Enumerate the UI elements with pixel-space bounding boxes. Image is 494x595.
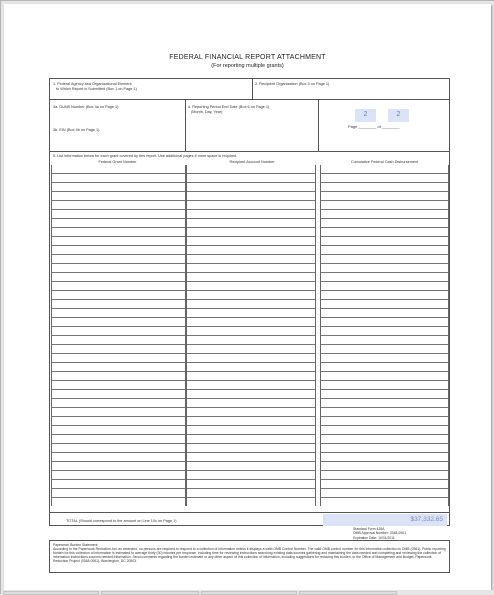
total-label: TOTAL (Should correspond to the amount on Line 10c on Page 1) [66, 519, 177, 523]
form-page [4, 4, 491, 590]
page-total-field[interactable]: 2 [388, 109, 409, 122]
sheet-tab[interactable] [101, 591, 199, 595]
divider [252, 79, 253, 99]
form-body [49, 78, 450, 526]
divider [50, 151, 449, 152]
field-4-label: 4. Reporting Period End Date (Box 6 on Page 1) (Month, Day, Year) [188, 105, 270, 114]
column-header-account-number: Recipient Account Number [229, 160, 275, 164]
burden-title: Paperwork Burden Statement [53, 543, 98, 547]
divider [50, 512, 449, 513]
divider [318, 99, 319, 151]
account-number-column[interactable] [186, 165, 316, 506]
divider [50, 99, 449, 100]
field-3a-label: 3a. DUNS Number (Box 4a on Page 1) [53, 105, 119, 109]
total-field[interactable]: $37,332.65 [323, 514, 447, 526]
cash-disbursement-column[interactable] [320, 165, 449, 506]
divider [185, 99, 186, 151]
sheet-tab[interactable] [299, 591, 397, 595]
field-3b-label: 3b. EIN (Box 4b on Page 1) [53, 128, 100, 132]
field-5-label: 5. List information below for each grant covered by this report. Use additional pages if more space is required. [53, 154, 238, 158]
form-title: FEDERAL FINANCIAL REPORT ATTACHMENT [169, 54, 326, 61]
column-header-grant-number: Federal Grant Number [98, 160, 137, 164]
field-2-label: 2. Recipient Organization (Box 3 on Page 1) [255, 82, 330, 86]
burden-text: According to the Paperwork Reduction Act, as amended, no persons are required to respond to a collection of information unless it displays a valid OMB Control Number. The valid OMB control number for this information collection is OMB (0361). Public reporting burden for this collection of information is estimated to average thirty (30) minutes per response, including time for reviewing instructions searching existing data sources gathering and maintaining the data needed and completing and reviewing the collection of information instructions,sources,needed,information. Send comments regarding the burden estimate or any other aspect of this collection of information, including suggestions for reducing this burden, to the Office of Management and Budget, Paperwork Reduction Project (0348-0061), Washington, DC 20503. [53, 547, 446, 564]
page-number-field[interactable]: 2 [355, 109, 376, 122]
paperwork-burden-statement [49, 540, 450, 573]
page-indicator: Page ________ of ________ [348, 124, 400, 129]
sheet-tab[interactable] [3, 591, 99, 595]
omb-info: Standard Form 425A OMB Approval Number: 0348-0061 Expiration Date: 10/31/2011 [353, 527, 406, 540]
field-1-label: 1. Federal Agency and Organizational Element to Which Report is Submitted (Box 1 on Page 1) [53, 82, 137, 91]
sheet-tab[interactable] [201, 591, 297, 595]
form-subtitle: (For reporting multiple grants) [211, 63, 284, 69]
grant-number-column[interactable] [51, 165, 186, 506]
column-header-cash-disbursement: Cumulative Federal Cash Disbursement [350, 160, 419, 164]
